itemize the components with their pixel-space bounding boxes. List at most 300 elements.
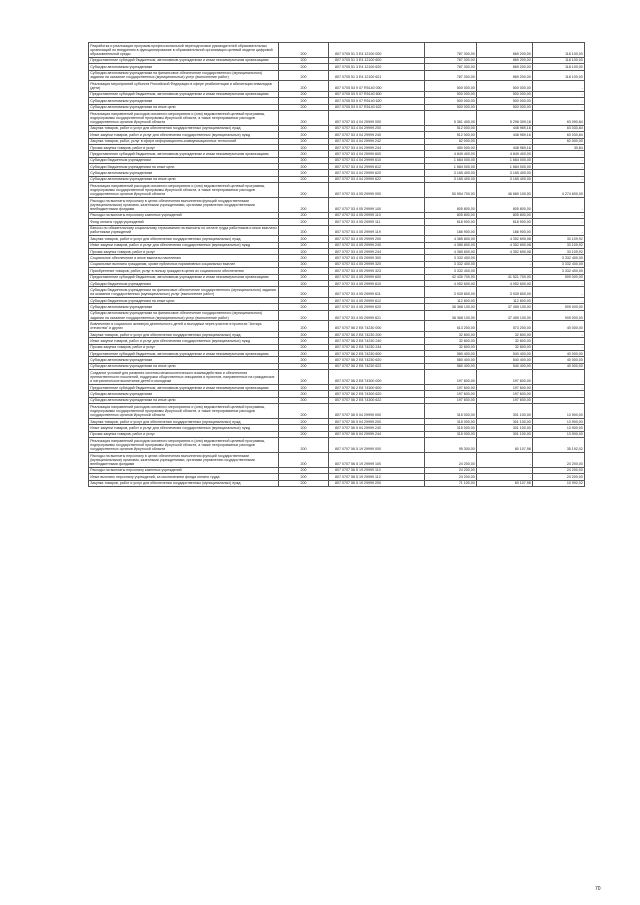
row-name-cell: Реализация направлений расходов основного мероприятия и (или) ведомственной целевой программы, подпрограммы государственной программы Иркутской области, а также непрограммных расходов государственных органов Иркутской области (89, 404, 279, 419)
row-code-cell: 200 (279, 351, 329, 357)
row-executed-cell: 3 165 400,00 (477, 170, 533, 176)
row-unexecuted-cell: 909 000,00 (533, 274, 585, 280)
row-code-cell: 200 (279, 219, 329, 225)
row-unexecuted-cell: 24 200,00 (533, 452, 585, 467)
row-kbk-cell: 807 0707 53 4 05 29999 320 (329, 261, 425, 267)
row-unexecuted-cell: 3 332 400,00 (533, 261, 585, 267)
row-name-cell: Вовлечение в социально активную деятельность детей и молодежи через участие в проектах "Алтарь отечества" и других (89, 321, 279, 332)
row-code-cell: 200 (279, 198, 329, 213)
row-code-cell: 200 (279, 385, 329, 391)
row-name-cell: Субсидии автономным учреждениям на финансовое обеспечение государственного (муниципального) задания на оказание государственных (муниципальных) услуг (выполнение работ) (89, 310, 279, 321)
row-executed-cell: 197 600,00 (477, 397, 533, 403)
row-executed-cell: 3 165 400,00 (477, 176, 533, 182)
row-name-cell: Реализация направлений расходов основного мероприятия и (или) ведомственной целевой программы, подпрограммы государственной программы Иркутской области, а также непрограммных расходов государственных органов Иркутской области (89, 438, 279, 453)
row-kbk-cell: 807 0707 53 4 04 29999 240 (329, 132, 425, 138)
row-code-cell: 200 (279, 467, 329, 473)
row-approved-cell: 805 800,00 (425, 212, 477, 218)
row-name-cell: Предоставление субсидий бюджетным, автономным учреждениям и иным некоммерческим организациям (89, 351, 279, 357)
row-name-cell: Субсидии автономным учреждениям (89, 64, 279, 70)
row-approved-cell: 580 400,00 (425, 351, 477, 357)
row-executed-cell: - (477, 467, 533, 473)
row-kbk-cell: 807 0707 53 4 05 29999 111 (329, 219, 425, 225)
row-kbk-cell: 807 0707 53 4 05 29999 110 (329, 212, 425, 218)
budget-report-sheet (88, 42, 584, 487)
row-code-cell: 200 (279, 104, 329, 110)
row-kbk-cell: 807 0707 56 2 E8 74300 620 (329, 391, 425, 397)
row-code-cell: 200 (279, 236, 329, 242)
row-name-cell: Иные закупки товаров, работ и услуг для обеспечения государственных (муниципальных) нужд (89, 242, 279, 248)
row-approved-cell: 315 000,00 (425, 419, 477, 425)
row-approved-cell: 186 900,00 (425, 225, 477, 236)
budget-execution-table (88, 42, 585, 487)
row-executed-cell: 32 800,00 (477, 344, 533, 350)
row-executed-cell: 4 352 690,08 (477, 236, 533, 242)
row-unexecuted-cell: 118 100,00 (533, 43, 585, 58)
row-kbk-cell: 807 0707 56 2 E8 74230 600 (329, 351, 425, 357)
row-code-cell: 200 (279, 480, 329, 486)
row-kbk-cell: 807 0705 53 9 07 R5140 600 (329, 91, 425, 97)
row-kbk-cell: 807 0705 51 3 E4 12100 600 (329, 57, 425, 63)
row-unexecuted-cell: 3 332 400,00 (533, 268, 585, 274)
row-executed-cell: 4 052 600,00 (477, 280, 533, 286)
row-kbk-cell: 807 0705 53 9 07 R5140 622 (329, 104, 425, 110)
table-row (89, 198, 585, 213)
row-name-cell: Реализация мероприятий субъекта Российской Федерации в сфере реабилитации и абилитации инвалидов (дети) (89, 81, 279, 92)
row-executed-cell: 46 680 100,00 (477, 183, 533, 198)
row-kbk-cell: 807 0707 56 5 19 29999 110 (329, 467, 425, 473)
row-executed-cell: - (477, 452, 533, 467)
row-approved-cell: 3 332 400,00 (425, 255, 477, 261)
row-code-cell: 200 (279, 452, 329, 467)
row-executed-cell: 448 969,16 (477, 132, 533, 138)
row-unexecuted-cell: 13 900,00 (533, 419, 585, 425)
table-row (89, 287, 585, 298)
row-name-cell: Социальное обеспечение и иные выплаты населению (89, 255, 279, 261)
row-name-cell: Социальные выплаты гражданам, кроме публичных нормативных социальных выплат (89, 261, 279, 267)
row-unexecuted-cell: 909 000,00 (533, 310, 585, 321)
row-executed-cell: - (477, 268, 533, 274)
row-executed-cell: 573 200,00 (477, 321, 533, 332)
row-kbk-cell: 807 0707 56 5 04 29999 240 (329, 425, 425, 431)
row-code-cell: 200 (279, 176, 329, 182)
row-kbk-cell: 807 0707 53 4 05 29999 200 (329, 236, 425, 242)
row-code-cell: 200 (279, 170, 329, 176)
row-kbk-cell: 807 0707 56 2 E8 74230 200 (329, 331, 425, 337)
row-code-cell: 200 (279, 287, 329, 298)
row-name-cell: Прочая закупка товаров, работ и услуг (89, 344, 279, 350)
row-executed-cell: 4 352 690,08 (477, 242, 533, 248)
row-unexecuted-cell: - (533, 287, 585, 298)
row-kbk-cell: 807 0707 53 4 04 29999 612 (329, 164, 425, 170)
row-approved-cell: 197 600,00 (425, 397, 477, 403)
row-unexecuted-cell: - (533, 280, 585, 286)
row-kbk-cell: 807 0705 53 9 07 R5140 000 (329, 81, 425, 92)
row-approved-cell: 500 000,00 (425, 104, 477, 110)
row-unexecuted-cell: 62 000,00 (533, 138, 585, 144)
row-kbk-cell: 807 0707 53 4 04 29999 244 (329, 144, 425, 150)
row-executed-cell: 448 969,16 (477, 144, 533, 150)
row-executed-cell: - (477, 255, 533, 261)
row-code-cell: 200 (279, 304, 329, 310)
row-name-cell: Закупка товаров, работ и услуг для обеспечения государственных (муниципальных) нужд (89, 331, 279, 337)
row-name-cell: Субсидии автономным учреждениям на иные цели (89, 397, 279, 403)
row-name-cell: Предоставление субсидий бюджетным, автономным учреждениям и иным некоммерческим организациям (89, 57, 279, 63)
row-executed-cell: 1 684 000,00 (477, 157, 533, 163)
row-unexecuted-cell: - (533, 170, 585, 176)
row-approved-cell: 3 939 800,00 (425, 287, 477, 298)
row-code-cell: 200 (279, 70, 329, 81)
row-approved-cell: 112 800,00 (425, 297, 477, 303)
row-unexecuted-cell: 33 109,92 (533, 236, 585, 242)
row-unexecuted-cell: - (533, 344, 585, 350)
row-unexecuted-cell: 3 332 400,00 (533, 255, 585, 261)
row-name-cell: Иные закупки товаров, работ и услуг для обеспечения государственных (муниципальных) нужд (89, 425, 279, 431)
row-name-cell: Прочая закупка товаров, работ и услуг (89, 431, 279, 437)
row-approved-cell: 71 100,00 (425, 480, 477, 486)
row-name-cell: Закупка товаров, работ, услуг в сфере информационно-коммуникационных технологий (89, 138, 279, 144)
row-approved-cell: 24 200,00 (425, 467, 477, 473)
row-unexecuted-cell: - (533, 157, 585, 163)
row-unexecuted-cell: 24 200,00 (533, 467, 585, 473)
row-kbk-cell: 807 0707 53 4 05 29999 611 (329, 287, 425, 298)
row-unexecuted-cell: - (533, 391, 585, 397)
row-name-cell: Расходы на выплаты персоналу казенных учреждений (89, 467, 279, 473)
row-executed-cell: 805 800,00 (477, 198, 533, 213)
row-kbk-cell: 807 0707 53 4 04 29999 600 (329, 151, 425, 157)
row-unexecuted-cell: - (533, 370, 585, 385)
row-unexecuted-cell: 40 000,00 (533, 321, 585, 332)
row-approved-cell: 3 332 400,00 (425, 268, 477, 274)
row-kbk-cell: 807 0707 56 2 E8 74230 240 (329, 338, 425, 344)
row-executed-cell: 301 100,00 (477, 419, 533, 425)
row-code-cell: 200 (279, 321, 329, 332)
table-row (89, 310, 585, 321)
row-code-cell: 200 (279, 57, 329, 63)
row-name-cell: Прочая закупка товаров, работ и услуг (89, 249, 279, 255)
row-code-cell: 200 (279, 297, 329, 303)
row-approved-cell: 315 000,00 (425, 404, 477, 419)
row-code-cell: 200 (279, 183, 329, 198)
row-unexecuted-cell: - (533, 219, 585, 225)
row-kbk-cell: 807 0707 53 4 05 29999 612 (329, 297, 425, 303)
row-kbk-cell: 807 0705 53 9 07 R5140 620 (329, 98, 425, 104)
row-approved-cell: 197 600,00 (425, 391, 477, 397)
row-code-cell: 200 (279, 242, 329, 248)
row-name-cell: Расходы на выплаты персоналу в целях обеспечения выполнения функций государственными (муниципальными) органами, казенными учреждениями, органами управления государственными внебюджетными фондами (89, 198, 279, 213)
row-kbk-cell: 807 0705 51 3 E4 12100 620 (329, 64, 425, 70)
row-unexecuted-cell: 40 000,00 (533, 363, 585, 369)
row-unexecuted-cell: 33 109,92 (533, 249, 585, 255)
row-name-cell: Расходы на выплаты персоналу казенных учреждений (89, 212, 279, 218)
row-code-cell: 200 (279, 268, 329, 274)
row-code-cell: 200 (279, 225, 329, 236)
row-unexecuted-cell: - (533, 225, 585, 236)
row-kbk-cell: 807 0707 53 4 05 29999 000 (329, 183, 425, 198)
row-name-cell: Разработка и реализация программ профессиональной переподготовки руководителей образовательных организаций по внедрению в функционирование в образовательной организации целевой модели цифровой образовательной среды (89, 43, 279, 58)
row-approved-cell: 4 052 600,00 (425, 280, 477, 286)
row-name-cell: Субсидии бюджетным учреждениям на иные цели (89, 164, 279, 170)
row-name-cell: Закупка товаров, работ и услуг для обеспечения государственных (муниципальных) нужд (89, 480, 279, 486)
row-executed-cell: 3 939 800,00 (477, 287, 533, 298)
row-executed-cell: 4 849 400,00 (477, 151, 533, 157)
row-kbk-cell: 807 0707 53 4 04 29999 620 (329, 170, 425, 176)
row-kbk-cell: 807 0705 51 3 E4 12100 621 (329, 70, 425, 81)
row-name-cell: Субсидии автономным учреждениям (89, 357, 279, 363)
row-executed-cell: 540 400,00 (477, 351, 533, 357)
row-approved-cell: 787 300,00 (425, 57, 477, 63)
row-executed-cell: 669 200,00 (477, 57, 533, 63)
row-executed-cell: 32 800,00 (477, 338, 533, 344)
row-unexecuted-cell: - (533, 91, 585, 97)
row-approved-cell: 787 300,00 (425, 64, 477, 70)
row-kbk-cell: 807 0707 53 4 05 29999 100 (329, 198, 425, 213)
row-approved-cell: 500 000,00 (425, 98, 477, 104)
table-row (89, 404, 585, 419)
row-approved-cell: 4 385 800,00 (425, 242, 477, 248)
row-approved-cell: 787 300,00 (425, 70, 477, 81)
row-code-cell: 200 (279, 431, 329, 437)
row-code-cell: 200 (279, 363, 329, 369)
row-executed-cell: 448 969,16 (477, 125, 533, 131)
row-code-cell: 200 (279, 98, 329, 104)
row-unexecuted-cell: 10 992,02 (533, 480, 585, 486)
row-approved-cell: 24 200,00 (425, 474, 477, 480)
row-code-cell: 200 (279, 261, 329, 267)
row-unexecuted-cell: 118 100,00 (533, 64, 585, 70)
row-name-cell: Субсидии бюджетным учреждениям на иные цели (89, 297, 279, 303)
row-name-cell: Реализация направлений расходов основного мероприятия и (или) ведомственной целевой программы, подпрограммы государственной программы Иркутской области, а также непрограммных расходов государственных органов Иркутской области (89, 110, 279, 125)
row-kbk-cell: 807 0707 53 4 05 29999 323 (329, 268, 425, 274)
row-unexecuted-cell: 4 274 600,00 (533, 183, 585, 198)
table-row (89, 438, 585, 453)
row-approved-cell: 3 165 400,00 (425, 170, 477, 176)
row-kbk-cell: 807 0707 53 4 04 29999 200 (329, 125, 425, 131)
row-unexecuted-cell: 13 900,00 (533, 425, 585, 431)
row-name-cell: Закупка товаров, работ и услуг для обеспечения государственных (муниципальных) нужд (89, 125, 279, 131)
row-executed-cell: 60 107,98 (477, 438, 533, 453)
row-approved-cell: 450 000,00 (425, 144, 477, 150)
row-kbk-cell: 807 0707 56 2 E8 74230 000 (329, 321, 425, 332)
row-code-cell: 200 (279, 151, 329, 157)
row-executed-cell: 500 000,00 (477, 91, 533, 97)
row-executed-cell: 500 000,00 (477, 98, 533, 104)
row-unexecuted-cell: - (533, 164, 585, 170)
row-unexecuted-cell: - (533, 176, 585, 182)
row-executed-cell: 4 352 690,08 (477, 249, 533, 255)
table-row (89, 110, 585, 125)
row-approved-cell: 315 000,00 (425, 431, 477, 437)
row-name-cell: Иные закупки товаров, работ и услуг для обеспечения государственных (муниципальных) нужд (89, 338, 279, 344)
row-approved-cell: 1 684 000,00 (425, 157, 477, 163)
row-unexecuted-cell: 63 030,84 (533, 125, 585, 131)
row-unexecuted-cell: 63 090,84 (533, 110, 585, 125)
row-approved-cell: 5 361 400,00 (425, 110, 477, 125)
row-code-cell: 200 (279, 43, 329, 58)
row-unexecuted-cell: - (533, 151, 585, 157)
row-name-cell: Предоставление субсидий бюджетным, автономным учреждениям и иным некоммерческим организациям (89, 385, 279, 391)
row-code-cell: 200 (279, 249, 329, 255)
row-code-cell: 200 (279, 164, 329, 170)
row-approved-cell: 197 600,00 (425, 370, 477, 385)
row-executed-cell: 1 684 000,00 (477, 164, 533, 170)
row-approved-cell: 4 385 800,00 (425, 249, 477, 255)
row-unexecuted-cell: 909 000,00 (533, 304, 585, 310)
row-kbk-cell: 807 0707 56 5 19 29999 200 (329, 480, 425, 486)
row-code-cell: 200 (279, 474, 329, 480)
row-executed-cell: - (477, 138, 533, 144)
row-executed-cell: 805 800,00 (477, 212, 533, 218)
row-approved-cell: 24 200,00 (425, 452, 477, 467)
row-approved-cell: 1 684 000,00 (425, 164, 477, 170)
row-kbk-cell: 807 0707 56 2 E8 74230 244 (329, 344, 425, 350)
row-code-cell: 200 (279, 357, 329, 363)
row-executed-cell: 669 200,00 (477, 43, 533, 58)
row-approved-cell: 95 300,00 (425, 438, 477, 453)
row-kbk-cell: 807 0707 53 4 04 29999 610 (329, 157, 425, 163)
row-name-cell: Предоставление субсидий бюджетным, автономным учреждениям и иным некоммерческим организациям (89, 91, 279, 97)
table-row (89, 480, 585, 486)
row-code-cell: 200 (279, 132, 329, 138)
row-approved-cell: 4 385 800,00 (425, 236, 477, 242)
table-body (89, 43, 585, 487)
row-code-cell: 200 (279, 419, 329, 425)
table-row (89, 321, 585, 332)
row-unexecuted-cell: - (533, 385, 585, 391)
row-unexecuted-cell: 13 900,00 (533, 431, 585, 437)
row-name-cell: Субсидии автономным учреждениям (89, 170, 279, 176)
row-name-cell: Закупка товаров, работ и услуг для обеспечения государственных (муниципальных) нужд (89, 419, 279, 425)
row-kbk-cell: 807 0707 56 2 E8 74230 622 (329, 363, 425, 369)
row-kbk-cell: 807 0707 56 5 19 29999 112 (329, 474, 425, 480)
row-executed-cell: 60 107,98 (477, 480, 533, 486)
row-name-cell: Реализация направлений расходов основного мероприятия и (или) ведомственной целевой программы, подпрограммы государственной программы Иркутской области, а также непрограммных расходов государственных органов Иркутской области (89, 183, 279, 198)
row-kbk-cell: 807 0707 53 4 05 29999 620 (329, 304, 425, 310)
table-row (89, 452, 585, 467)
row-kbk-cell: 807 0707 53 4 04 29999 000 (329, 110, 425, 125)
row-unexecuted-cell: 13 900,00 (533, 404, 585, 419)
table-row (89, 183, 585, 198)
row-approved-cell: 197 600,00 (425, 385, 477, 391)
row-kbk-cell: 807 0707 53 4 05 29999 119 (329, 225, 425, 236)
row-approved-cell: 613 200,00 (425, 321, 477, 332)
row-unexecuted-cell: 40 000,00 (533, 351, 585, 357)
row-approved-cell: 42 430 700,00 (425, 274, 477, 280)
row-unexecuted-cell: 118 100,00 (533, 70, 585, 81)
row-unexecuted-cell: 30,84 (533, 144, 585, 150)
row-kbk-cell: 807 0707 53 4 05 29999 240 (329, 242, 425, 248)
row-unexecuted-cell: - (533, 98, 585, 104)
table-row (89, 70, 585, 81)
row-code-cell: 200 (279, 310, 329, 321)
row-executed-cell: 301 100,00 (477, 431, 533, 437)
row-unexecuted-cell: - (533, 331, 585, 337)
row-code-cell: 200 (279, 397, 329, 403)
row-code-cell: 200 (279, 438, 329, 453)
row-unexecuted-cell: 118 100,00 (533, 57, 585, 63)
row-approved-cell: 580 400,00 (425, 357, 477, 363)
row-name-cell: Субсидии бюджетным учреждениям (89, 280, 279, 286)
row-name-cell: Иные закупки товаров, работ и услуг для обеспечения государственных (муниципальных) нужд (89, 132, 279, 138)
row-code-cell: 200 (279, 212, 329, 218)
row-executed-cell: 197 600,00 (477, 370, 533, 385)
row-name-cell: Предоставление субсидий бюджетным, автономным учреждениям и иным некоммерческим организациям (89, 151, 279, 157)
row-unexecuted-cell: 40 000,00 (533, 357, 585, 363)
row-unexecuted-cell: 35 192,02 (533, 438, 585, 453)
row-name-cell: Создание условий для развития системы межпоколенческого взаимодействия и обеспечения преемственности поколений, поддержки общественных инициатив и проектов, направленных на гражданское и патриотическое воспитание детей и молодежи (89, 370, 279, 385)
row-kbk-cell: 807 0707 56 2 E8 74300 000 (329, 370, 425, 385)
row-approved-cell: 787 300,00 (425, 43, 477, 58)
row-executed-cell: 37 459 100,00 (477, 304, 533, 310)
row-executed-cell: 112 800,00 (477, 297, 533, 303)
row-code-cell: 200 (279, 331, 329, 337)
row-name-cell: Фонд оплаты труда учреждений (89, 219, 279, 225)
row-unexecuted-cell: - (533, 104, 585, 110)
row-name-cell: Приобретение товаров, работ, услуг в пользу граждан в целях их социального обеспечения (89, 268, 279, 274)
row-executed-cell: 197 600,00 (477, 391, 533, 397)
row-executed-cell: - (477, 474, 533, 480)
row-approved-cell: 3 165 400,00 (425, 176, 477, 182)
row-code-cell: 200 (279, 138, 329, 144)
row-kbk-cell: 807 0707 53 4 05 29999 610 (329, 280, 425, 286)
row-executed-cell: 301 100,00 (477, 425, 533, 431)
row-code-cell: 200 (279, 157, 329, 163)
table-row (89, 225, 585, 236)
row-name-cell: Предоставление субсидий бюджетным, автономным учреждениям и иным некоммерческим организациям (89, 274, 279, 280)
row-approved-cell: 315 000,00 (425, 425, 477, 431)
row-approved-cell: 500 000,00 (425, 81, 477, 92)
row-name-cell: Субсидии автономным учреждениям на иные цели (89, 363, 279, 369)
row-approved-cell: 38 368 100,00 (425, 310, 477, 321)
row-approved-cell: 32 800,00 (425, 338, 477, 344)
row-name-cell: Субсидии бюджетным учреждениям на финансовое обеспечение государственного (муниципального) задания на оказание государственных (муниципальных) услуг (выполнение работ) (89, 287, 279, 298)
row-executed-cell: 32 800,00 (477, 331, 533, 337)
row-code-cell: 200 (279, 144, 329, 150)
row-kbk-cell: 807 0707 53 4 05 29999 600 (329, 274, 425, 280)
row-code-cell: 200 (279, 344, 329, 350)
row-name-cell: Субсидии автономным учреждениям (89, 391, 279, 397)
row-code-cell: 200 (279, 425, 329, 431)
row-code-cell: 200 (279, 255, 329, 261)
row-name-cell: Расходы на выплаты персоналу в целях обеспечения выполнения функций государственными (муниципальными) органами, казенными учреждениями, органами управления государственными внебюджетными фондами (89, 452, 279, 467)
row-kbk-cell: 807 0707 53 4 05 29999 300 (329, 255, 425, 261)
row-kbk-cell: 807 0705 51 3 E4 12100 000 (329, 43, 425, 58)
row-name-cell: Субсидии автономным учреждениям на иные цели (89, 176, 279, 182)
row-code-cell: 200 (279, 338, 329, 344)
row-code-cell: 200 (279, 274, 329, 280)
row-approved-cell: 512 000,00 (425, 132, 477, 138)
row-approved-cell: 512 000,00 (425, 125, 477, 131)
row-name-cell: Субсидии автономным учреждениям на иные цели (89, 104, 279, 110)
row-kbk-cell: 807 0707 56 5 04 29999 200 (329, 419, 425, 425)
row-executed-cell: 500 000,00 (477, 81, 533, 92)
row-code-cell: 200 (279, 81, 329, 92)
row-unexecuted-cell: - (533, 198, 585, 213)
row-code-cell: 200 (279, 91, 329, 97)
row-executed-cell: 41 521 700,00 (477, 274, 533, 280)
table-row (89, 81, 585, 92)
row-unexecuted-cell: - (533, 338, 585, 344)
row-executed-cell: 186 900,00 (477, 225, 533, 236)
row-unexecuted-cell: 63 030,84 (533, 132, 585, 138)
row-name-cell: Прочая закупка товаров, работ и услуг (89, 144, 279, 150)
row-approved-cell: 38 368 100,00 (425, 304, 477, 310)
row-approved-cell: 50 954 700,00 (425, 183, 477, 198)
row-code-cell: 200 (279, 280, 329, 286)
row-code-cell: 200 (279, 370, 329, 385)
row-unexecuted-cell: - (533, 397, 585, 403)
row-kbk-cell: 807 0707 53 4 05 29999 244 (329, 249, 425, 255)
table-row (89, 43, 585, 58)
